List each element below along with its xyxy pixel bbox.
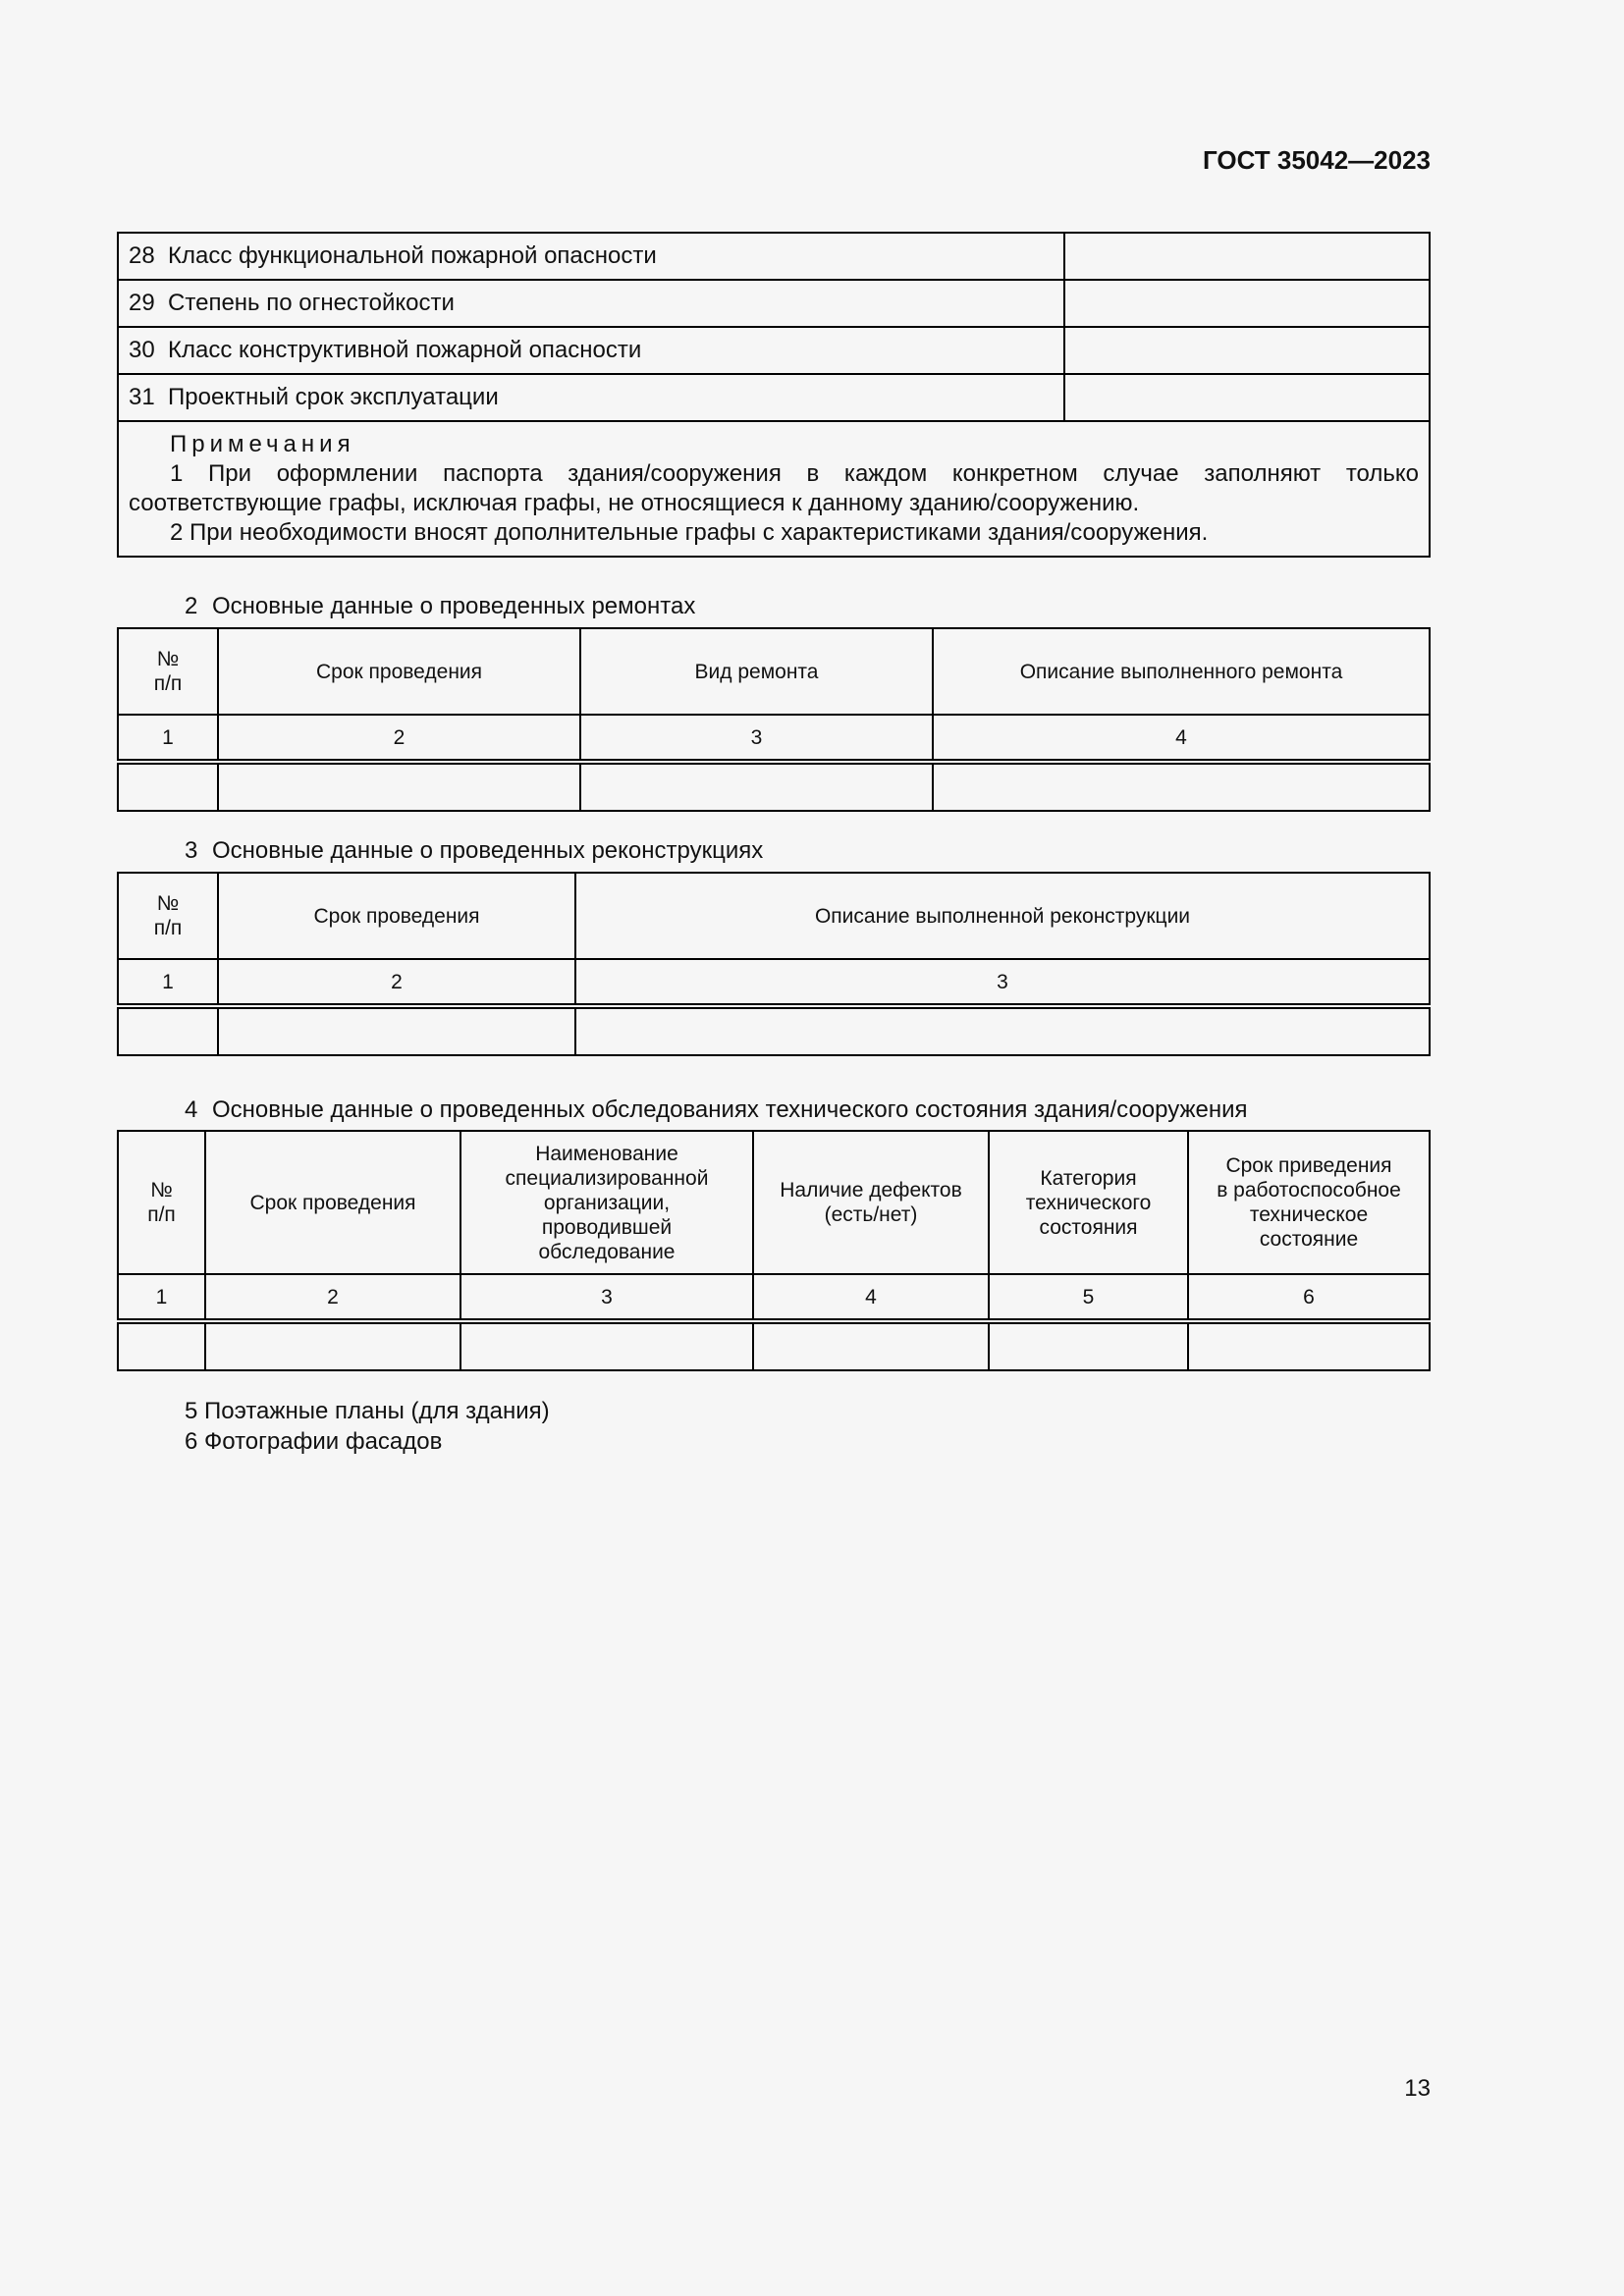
notes-title: Примечания (170, 431, 355, 457)
empty-cell (1188, 1321, 1430, 1370)
index-cell: 2 (205, 1274, 460, 1321)
index-cell: 4 (933, 715, 1430, 762)
header-cell: Срок проведения (218, 628, 580, 715)
section-title-repairs: 2 Основные данные о проведенных ремонтах (185, 593, 696, 619)
row-value (1064, 233, 1430, 280)
index-cell: 2 (218, 715, 580, 762)
header-cell: Вид ремонта (580, 628, 933, 715)
empty-cell (575, 1006, 1430, 1055)
tail-item-floor-plans: 5 Поэтажные планы (для здания) (185, 1398, 550, 1424)
row-value (1064, 280, 1430, 327)
index-cell: 3 (580, 715, 933, 762)
header-cell: Срок проведения (205, 1131, 460, 1274)
table-index-row (118, 959, 1430, 1006)
tail-item-facade-photos: 6 Фотографии фасадов (185, 1428, 443, 1455)
note-1: 1 При оформлении паспорта здания/сооружения в каждом конкретном случае заполняют только соответствующие графы, исключая графы, не относящиеся к данному зданию/сооружению. (129, 460, 1419, 516)
row-label: 30 Класс конструктивной пожарной опасности (118, 327, 1064, 374)
empty-cell (118, 762, 218, 811)
empty-cell (933, 762, 1430, 811)
table-index-row (118, 1274, 1430, 1321)
row-label: 31 Проектный срок эксплуатации (118, 374, 1064, 421)
table-header-row (118, 628, 1430, 715)
table-row (118, 1006, 1430, 1055)
empty-cell (580, 762, 933, 811)
index-cell: 1 (118, 1274, 205, 1321)
table-row (118, 1321, 1430, 1370)
row-label: 28 Класс функциональной пожарной опасности (118, 233, 1064, 280)
header-cell: № п/п (118, 873, 218, 959)
page-number: 13 (1404, 2075, 1431, 2102)
repairs-table (117, 627, 1431, 812)
empty-cell (205, 1321, 460, 1370)
header-cell: Описание выполненного ремонта (933, 628, 1430, 715)
note-2: 2 При необходимости вносят дополнительные графы с характеристиками здания/сооружения. (170, 519, 1209, 546)
empty-cell (460, 1321, 753, 1370)
table-index-row (118, 715, 1430, 762)
inspections-table (117, 1130, 1431, 1371)
empty-cell (118, 1006, 218, 1055)
section-title-reconstructions: 3 Основные данные о проведенных реконструкциях (185, 837, 764, 864)
table-row (118, 327, 1430, 374)
row-value (1064, 327, 1430, 374)
table-header-row (118, 1131, 1430, 1274)
header-cell: Описание выполненной реконструкции (575, 873, 1430, 959)
index-cell: 4 (753, 1274, 989, 1321)
table-row (118, 762, 1430, 811)
index-cell: 6 (1188, 1274, 1430, 1321)
header-cell: Срок проведения (218, 873, 575, 959)
table-row (118, 374, 1430, 421)
table-row (118, 280, 1430, 327)
index-cell: 3 (460, 1274, 753, 1321)
table-header-row (118, 873, 1430, 959)
index-cell: 3 (575, 959, 1430, 1006)
table-row (118, 233, 1430, 280)
header-cell: № п/п (118, 628, 218, 715)
header-cell: Наличие дефектов (есть/нет) (753, 1131, 989, 1274)
characteristics-table (117, 232, 1431, 558)
index-cell: 1 (118, 715, 218, 762)
section-title-inspections: 4 Основные данные о проведенных обследованиях технического состояния здания/сооружения (185, 1096, 1248, 1123)
empty-cell (218, 1006, 575, 1055)
empty-cell (218, 762, 580, 811)
header-cell: Наименование специализированной организации, проводившей обследование (460, 1131, 753, 1274)
notes-row (118, 421, 1430, 557)
header-cell: № п/п (118, 1131, 205, 1274)
row-value (1064, 374, 1430, 421)
header-cell: Срок приведения в работоспособное техническое состояние (1188, 1131, 1430, 1274)
notes-cell (118, 421, 1430, 557)
header-cell: Категория технического состояния (989, 1131, 1188, 1274)
index-cell: 1 (118, 959, 218, 1006)
empty-cell (989, 1321, 1188, 1370)
index-cell: 2 (218, 959, 575, 1006)
empty-cell (118, 1321, 205, 1370)
reconstructions-table (117, 872, 1431, 1056)
empty-cell (753, 1321, 989, 1370)
row-label: 29 Степень по огнестойкости (118, 280, 1064, 327)
index-cell: 5 (989, 1274, 1188, 1321)
standard-code: ГОСТ 35042—2023 (1203, 145, 1431, 175)
